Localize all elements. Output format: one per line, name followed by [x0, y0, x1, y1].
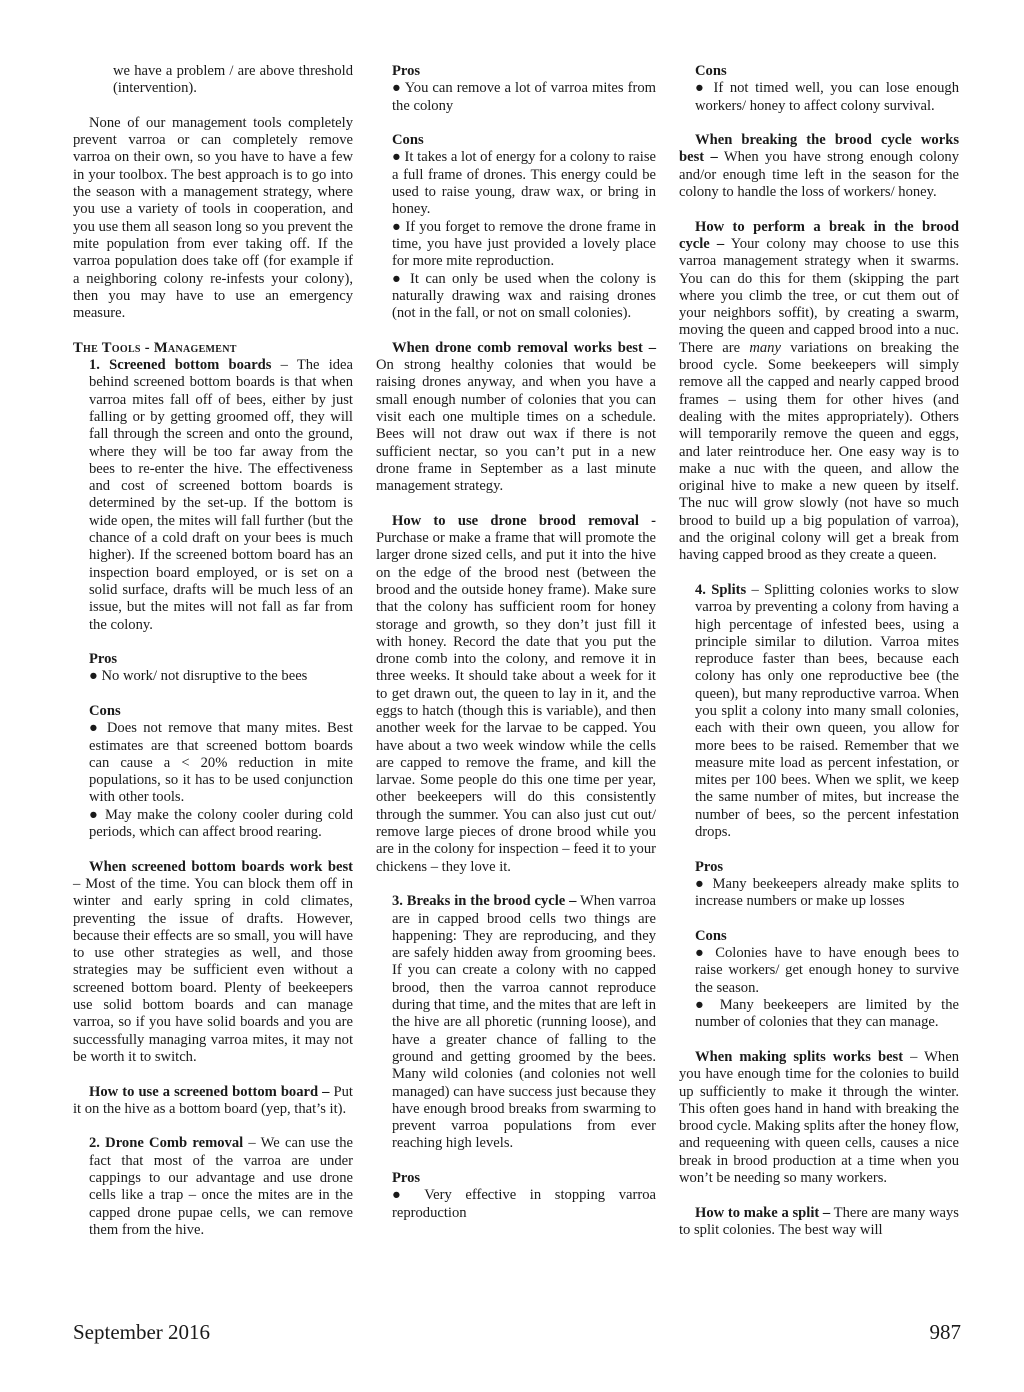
- when-text: When you have strong enough colony and/or enough time left in the season for the colony to handle the loss of workers/ honey.: [679, 149, 959, 201]
- section-heading: The Tools - Management: [73, 339, 237, 356]
- item-text: When varroa are in capped brood cells two things are happening: They are reproducing, and they are safely hidden away from grooming bees. If you can create a colony with no capped brood, then the varroa cannot reproduce during that time, and the mites that are left in the hive are all phoretic (running loose), and have a greater chance of falling to the ground and getting groomed by the bees. Many wild colonies (and colonies not well managed) can have success just because they have enough brood breaks from swarming to prevent varroa populations from ever reaching high levels.: [392, 893, 656, 1152]
- how-title: How to perform a break in the brood cycle –: [679, 218, 959, 252]
- how-text: There are many ways to split colonies. The best way will: [679, 1204, 959, 1238]
- cons-item: ● It can only be used when the colony is naturally drawing wax and raising drones (not in the fall, or not on small colonies).: [392, 270, 656, 322]
- when-title: When breaking the brood cycle works best –: [679, 132, 959, 166]
- how-title: How to make a split –: [695, 1204, 831, 1221]
- cons-item: ● Colonies have to have enough bees to raise workers/ get enough honey to survive the season.: [695, 945, 959, 996]
- cons-label: Cons: [392, 132, 424, 149]
- pros-item: ● Many beekeepers already make splits to increase numbers or make up losses: [695, 875, 959, 910]
- pros-label: Pros: [89, 651, 118, 668]
- cons-item: ● If not timed well, you can lose enough workers/ honey to affect colony survival.: [695, 80, 959, 114]
- paragraph-continued: we have a problem / are above threshold (intervention).: [113, 63, 353, 97]
- item-splits: [679, 582, 959, 841]
- when-works-best: [679, 1049, 959, 1187]
- when-title: When drone comb removal works best –: [392, 339, 656, 356]
- when-works-best: [73, 859, 353, 1067]
- when-title: When screened bottom boards work best: [89, 858, 353, 875]
- column-1: [73, 63, 353, 1239]
- cons-item: ● Does not remove that many mites. Best estimates are that screened bottom boards can cause a < 20% reduction in mite populations, so it has to be used conjunction with other tools.: [89, 720, 353, 806]
- how-text: Purchase or make a frame that will promote the larger drone sized cells, and put it into the hive on the edge of the brood nest (between the brood and the outside honey frame). Make sure that the colony has sufficient room for honey storage and growth, so they don’t just fill it with honey. Record the date that you put the drone comb into the colony, and remove it in three weeks. It should take about a week for it to get drawn out, the queen to lay in it, and the eggs to hatch (though this is variable), and then another week for the larvae to be capped. You have about a two week window while the cells are capped to remove the frame, and kill the larvae. Some people do this one time per year, other beekeepers will do this consistently through the summer. You can also just cut out/ remove large pieces of drone brood while you are in the colony for inspection – feed it to your chickens – they love it.: [376, 530, 656, 875]
- cons-label: Cons: [89, 702, 121, 719]
- cons-item: ● May make the colony cooler during cold periods, which can affect brood rearing.: [89, 806, 353, 841]
- how-title: How to use a screened bottom board –: [89, 1083, 330, 1100]
- item-text: – Splitting colonies works to slow varroa by preventing a colony from having a high percentage of infested bees, using a principle similar to dilution. Varroa mites reproduce faster than bees, because each colony has only one reproductive bee (the queen), but many reproductive varroa. When you split a colony into many small colonies, each with their own queen, you allow for more bees to be raised. Remember that we measure mite load as percent infestation, or mites per 100 bees. When we split, we keep the same number of mites, but increase the number of bees, so the percent infestation drops.: [695, 581, 959, 841]
- item-drone-comb-removal: [73, 1135, 353, 1239]
- pros-label: Pros: [392, 63, 421, 79]
- item-title: 1. Screened bottom boards: [89, 357, 272, 374]
- item-brood-breaks: [376, 893, 656, 1152]
- how-title: How to use drone brood removal -: [392, 512, 656, 529]
- pros-label: Pros: [695, 858, 724, 875]
- cons-label: Cons: [695, 63, 727, 79]
- how-text: Your colony may choose to use this varroa management strategy when it swarms. You can do this for them (skipping the part where you climb the tree, or cut them out of your neighbors soffit), by creating a swarm, moving the queen and capped brood into a nuc. There are: [679, 235, 959, 356]
- item-text: – We can use the fact that most of the varroa are under cappings to our advantage and use drone cells like a trap – once the mites are in the capped drone pupae cells, we can remove them from the hive.: [89, 1135, 353, 1238]
- how-text-emphasis: many: [749, 339, 781, 356]
- how-to-perform: [679, 219, 959, 565]
- cons-item: ● Many beekeepers are limited by the number of colonies that they can manage.: [695, 997, 959, 1031]
- when-works-best: [679, 132, 959, 201]
- cons-label: Cons: [695, 927, 727, 944]
- page-number: 987: [929, 1320, 961, 1344]
- how-text: variations on breaking the brood cycle. Some beekeepers will simply remove all the capped and nearly capped brood frames – using them for other hives (and dealing with the mites appropriately). Others will temporarily remove the queen and eggs, and later reintroduce her. One easy way is to make a nuc with the queen, and allow the original hive to make a new queen by itself. The nuc will grow slowly (not have so much brood to build up a big population of varroa), and the original colony will get a break from having capped brood as they create a queen.: [679, 339, 959, 564]
- item-screened-bottom-boards: [73, 357, 353, 634]
- item-title: 2. Drone Comb removal: [89, 1135, 244, 1152]
- when-text: – When you have enough time for the colonies to build up sufficiently to make it through the winter. This often goes hand in hand with breaking the brood cycle. Making splits after the honey flow, and requeening with queen cells, causes a nice break in brood production at a time when you won’t be needing so many workers.: [679, 1048, 959, 1186]
- pros-label: Pros: [392, 1170, 421, 1186]
- cons-item: ● It takes a lot of energy for a colony to raise a full frame of drones. This energy could be used to raise young, draw wax, or bring in honey.: [392, 149, 656, 218]
- pros-item: ● Very effective in stopping varroa reproduction: [392, 1187, 656, 1221]
- when-text: – Most of the time. You can block them off in winter and early spring in cold climates, preventing the issue of drafts. However, because their effects are so small, you will have to use other strategies as well, and those strategies may be sufficient even without a screened bottom board. Plenty of beekeepers use solid bottom boards and can manage varroa, so if you have solid boards and you are successfully managing varroa mites, it may not be worth it to switch.: [73, 875, 353, 1065]
- column-3: [679, 63, 959, 1239]
- how-text: Put it on the hive as a bottom board (yep, that’s it).: [73, 1083, 353, 1117]
- when-works-best: [376, 340, 656, 496]
- pros-item: ● No work/ not disruptive to the bees: [89, 668, 308, 685]
- item-title: 3. Breaks in the brood cycle –: [392, 893, 577, 910]
- item-title: 4. Splits: [695, 581, 747, 598]
- item-text: – The idea behind screened bottom boards is that when varroa mites fall off of bees, either by just falling or by getting groomed off, they will fall through the screen and onto the ground, where they will be too far away from the bees to re-enter the hive. The effectiveness and cost of screened bottom boards is determined by the set-up. If the bottom is wide open, the mites will fall further (but the chance of a cold draft on your bees is much higher). If the screened bottom board has an inspection board employed, or is set on a solid surface, drafts will be much less of an issue, but the mites will not fall as far from the colony.: [89, 357, 353, 633]
- how-to-make-split: [679, 1205, 959, 1240]
- when-text: On strong healthy colonies that would be raising drones anyway, and when you have a small enough number of colonies that you can visit each one multiple times on a schedule. Bees will not draw out wax if there is not sufficient nectar, so you can’t put in a new drone frame in September as a last minute management strategy.: [376, 357, 656, 495]
- column-2: [376, 63, 656, 1222]
- when-title: When making splits works best: [695, 1048, 904, 1065]
- paragraph-intro: None of our management tools completely prevent varroa or can completely remove varroa on their own, so you have to have a few in your toolbox. The best approach is to go into the season with a management strategy, where you use a variety of tools in cooperation, and you use them all season long so you prevent the mite population from ever taking off. If the varroa population does take off (for example if a neighboring colony re-infests your colony), then you may have to use an emergency measure.: [73, 114, 353, 322]
- how-to-use: [73, 1084, 353, 1119]
- pros-item: ● You can remove a lot of varroa mites from the colony: [392, 80, 656, 114]
- footer-date: September 2016: [73, 1320, 211, 1344]
- how-to-use: [376, 513, 656, 876]
- cons-item: ● If you forget to remove the drone frame in time, you have just provided a lovely place for more mite reproduction.: [392, 218, 656, 270]
